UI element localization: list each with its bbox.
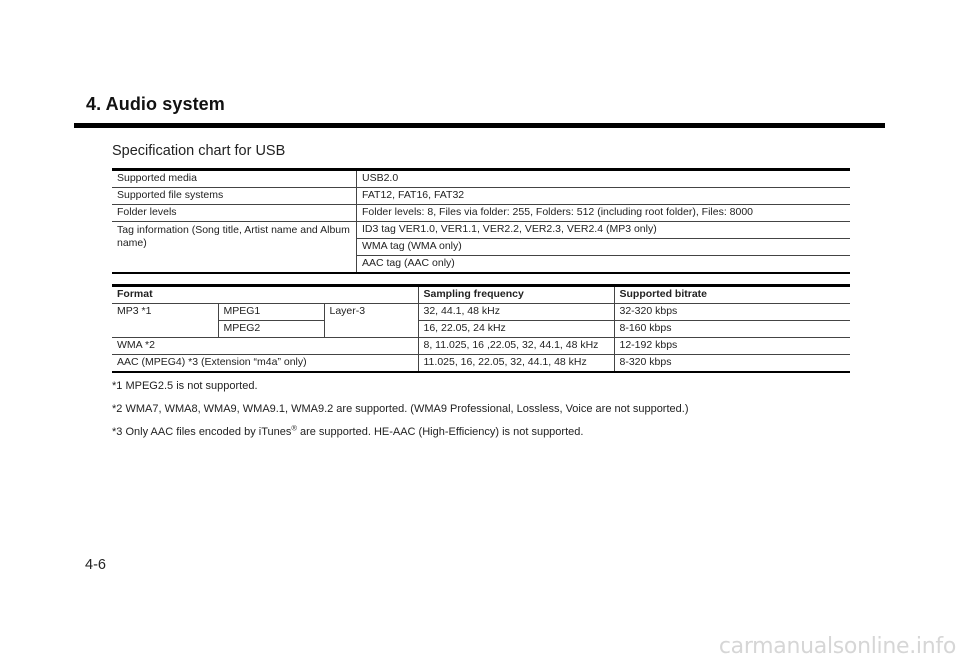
footnote-3 [112, 425, 689, 440]
sampling-cell: 8, 11.025, 16 ,22.05, 32, 44.1, 48 kHz [418, 338, 614, 355]
table-row [112, 355, 850, 373]
registered-mark: ® [291, 423, 297, 433]
spec-table [112, 168, 850, 274]
bitrate-cell: 12-192 kbps [614, 338, 850, 355]
spec-value: AAC tag (AAC only) [362, 257, 455, 269]
watermark: carmanualsonline.info [718, 634, 956, 659]
bitrate-cell: 8-320 kbps [619, 356, 672, 368]
spec-value: WMA tag (WMA only) [357, 239, 851, 256]
spec-label: Folder levels [112, 205, 357, 222]
bitrate-cell: 32-320 kbps [614, 304, 850, 321]
footnote-3-text-end: are supported. HE-AAC (High-Efficiency) is not supported. [296, 426, 584, 438]
sampling-cell: 32, 44.1, 48 kHz [418, 304, 614, 321]
spec-value: FAT12, FAT16, FAT32 [357, 188, 851, 205]
version-cell: MPEG1 [218, 304, 324, 321]
bitrate-cell: 8-160 kbps [614, 321, 850, 338]
table-row [112, 304, 850, 321]
format-cell: AAC (MPEG4) *3 (Extension “m4a” only) [112, 355, 418, 373]
layer-cell: Layer-3 [324, 304, 418, 338]
footnote-1: *1 MPEG2.5 is not supported. [112, 380, 258, 392]
spec-value: ID3 tag VER1.0, VER1.1, VER2.2, VER2.3, VER2.4 (MP3 only) [357, 222, 851, 239]
format-cell: WMA *2 [112, 338, 418, 355]
section-title: 4. Audio system [86, 94, 225, 114]
format-cell: MP3 *1 [112, 304, 218, 338]
format-table [112, 284, 850, 373]
version-cell: MPEG2 [218, 321, 324, 338]
sampling-cell: 16, 22.05, 24 kHz [418, 321, 614, 338]
footnote-2: *2 WMA7, WMA8, WMA9, WMA9.1, WMA9.2 are supported. (WMA9 Professional, Lossless, Voice are not supported.) [112, 403, 689, 415]
table-header-row [112, 286, 850, 304]
header-rule [74, 123, 885, 128]
footnotes [112, 379, 689, 448]
sampling-cell: 11.025, 16, 22.05, 32, 44.1, 48 kHz [418, 355, 614, 373]
spec-label: Supported media [112, 170, 357, 188]
header-format: Format [112, 286, 418, 304]
table-row [112, 170, 850, 188]
page-number: 4-6 [85, 557, 106, 573]
spec-value: Folder levels: 8, Files via folder: 255, Folders: 512 (including root folder), Files: 8000 [357, 205, 851, 222]
table-row [112, 321, 850, 338]
table-row [112, 222, 850, 239]
table-row [112, 188, 850, 205]
footnote-3-text: *3 Only AAC files encoded by iTunes [112, 426, 292, 438]
header-bitrate: Supported bitrate [614, 286, 850, 304]
table-row [112, 205, 850, 222]
page-subtitle: Specification chart for USB [112, 143, 286, 159]
spec-value: USB2.0 [357, 170, 851, 188]
table-row [112, 338, 850, 355]
spec-label: Tag information (Song title, Artist name and Album name) [112, 222, 357, 274]
header-sampling: Sampling frequency [418, 286, 614, 304]
spec-label: Supported file systems [112, 188, 357, 205]
